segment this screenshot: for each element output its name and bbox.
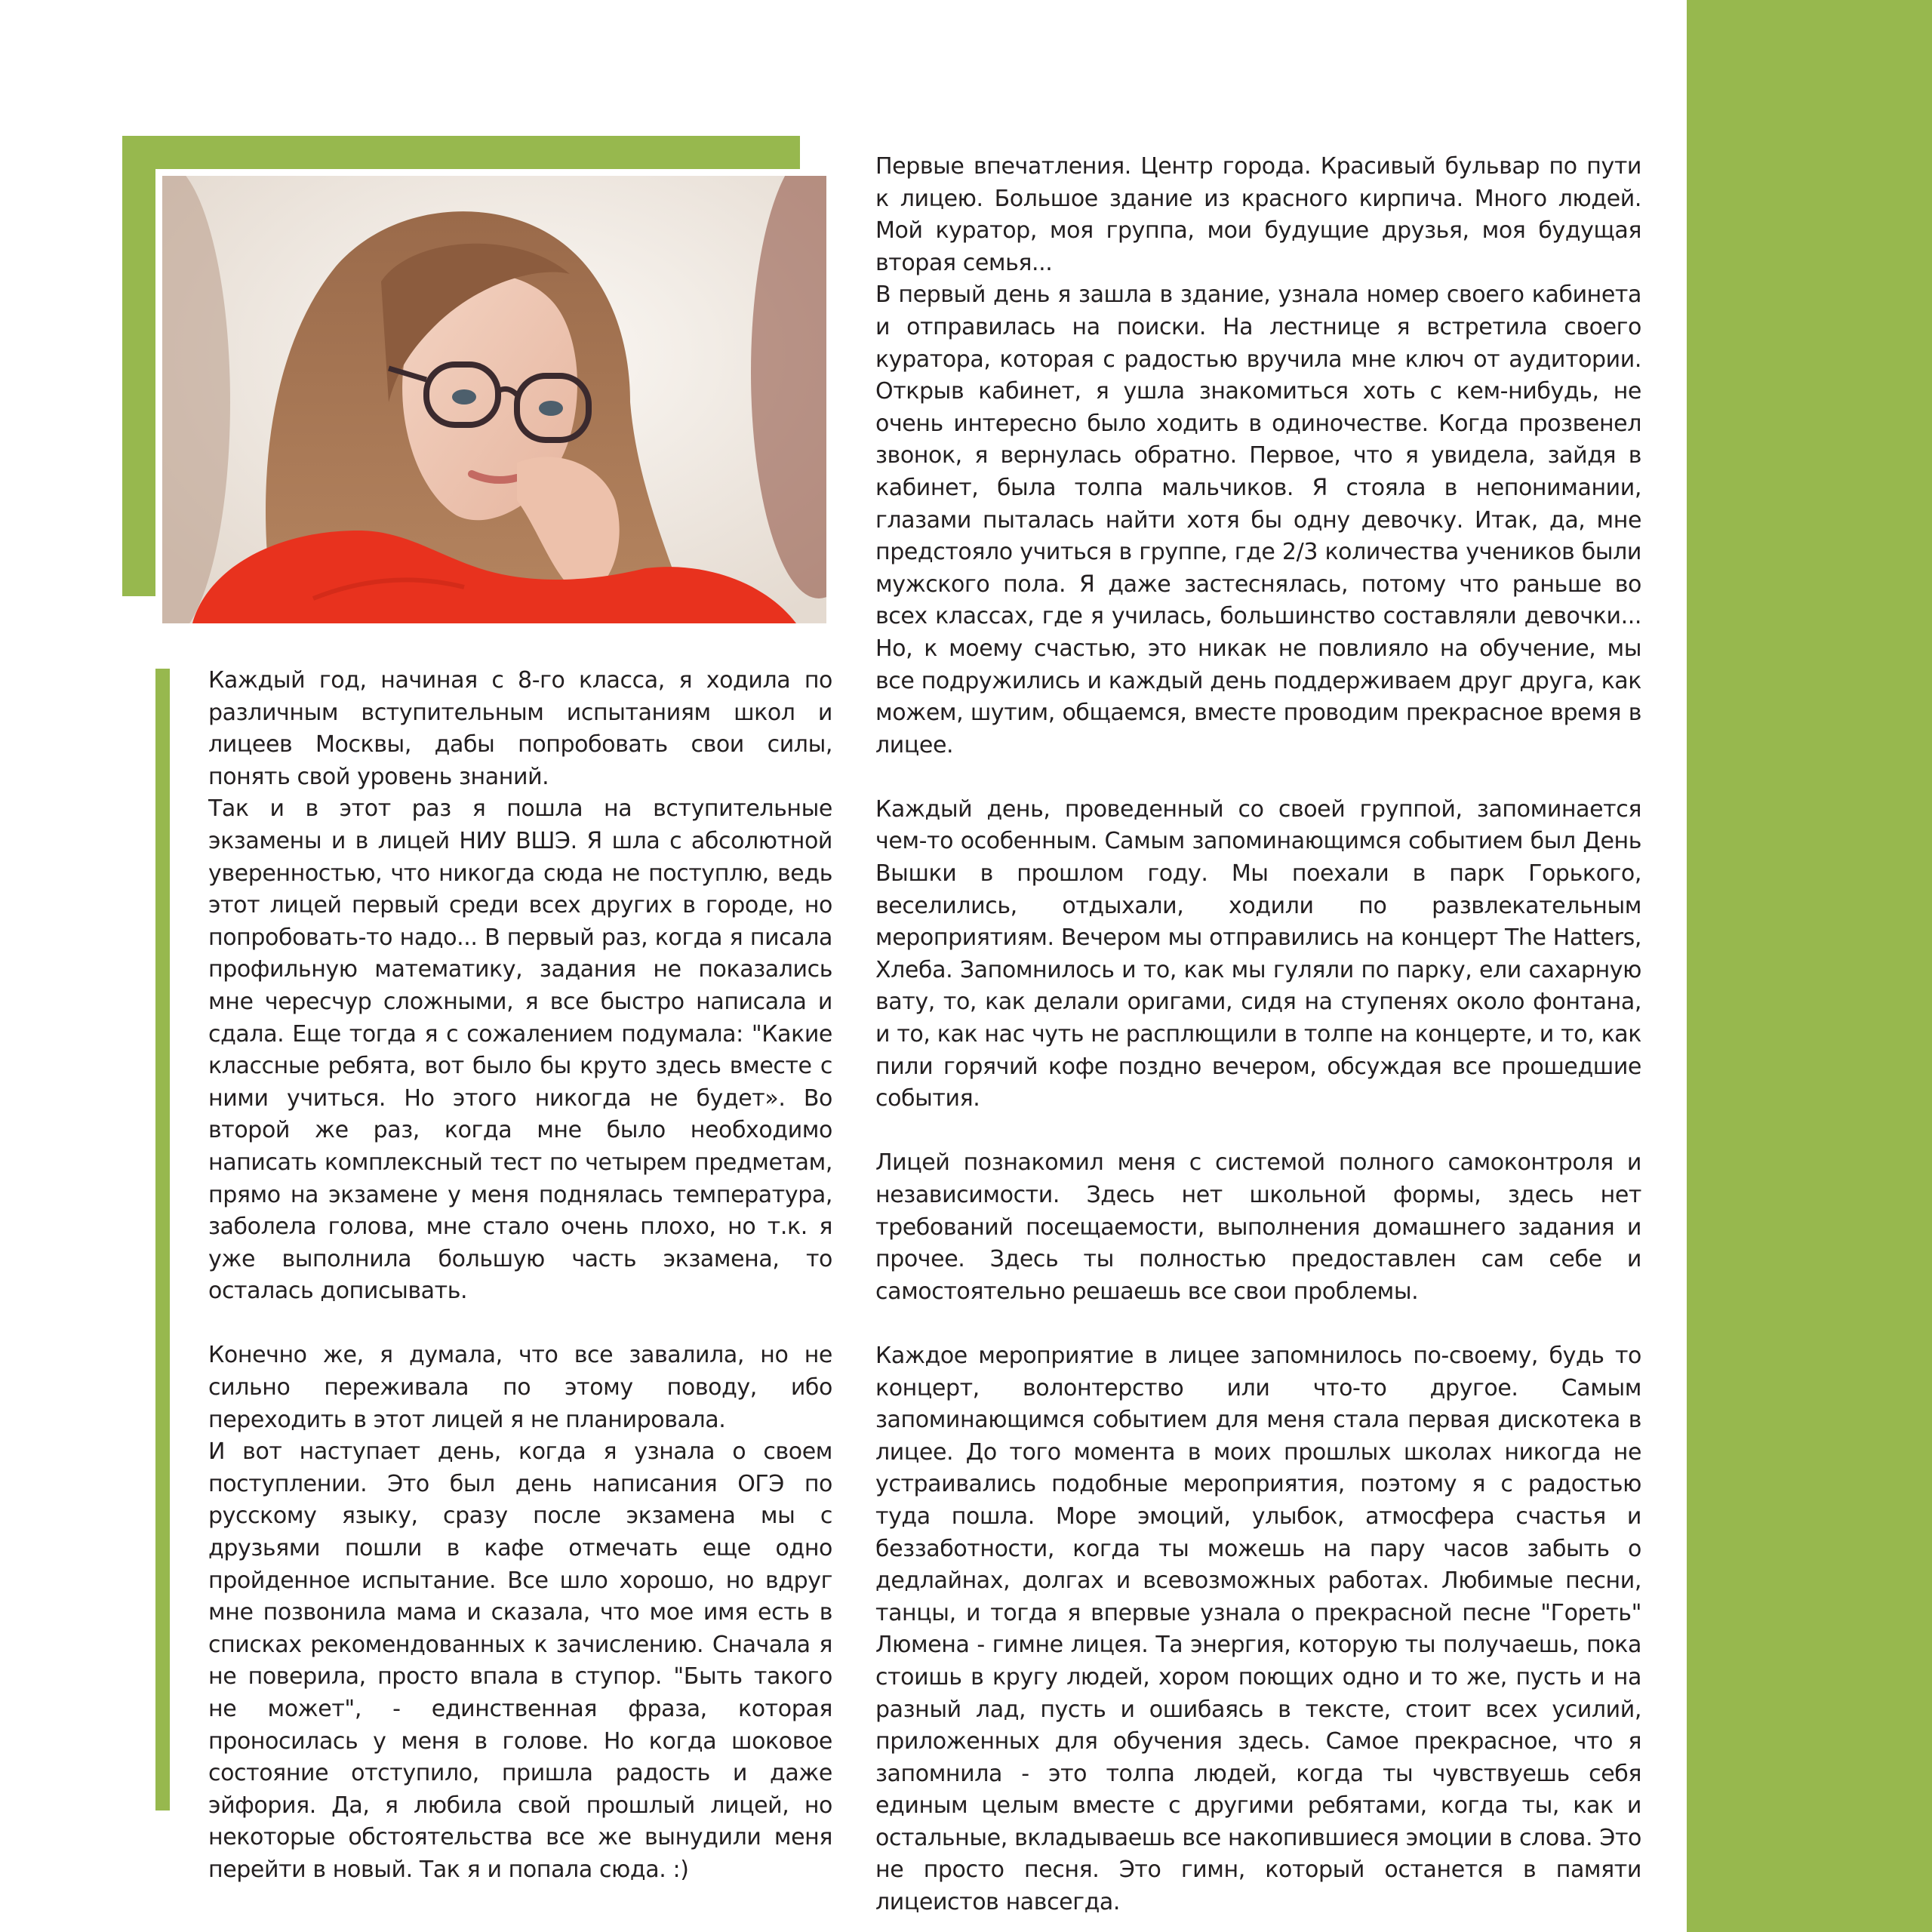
right-paragraph: Каждое мероприятие в лицее запомнилось по-своему, будь то концерт, волонтерство или что-то другое. Самым запоминающимся событием для меня стала первая дискотека в лицее. До того момента в моих прошлых школах никогда не устраивались подобные мероприятия, поэтому я с радостью туда пошла. Море эмоций, улыбок, атмосфера счастья и беззаботности, когда ты можешь на пару часов забыть о дедлайнах, долгах и всевозможных работах. Любимые песни, танцы, и тогда я впервые узнала о прекрасной песне "Гореть" Люмена - гимне лицея. Та энергия, которую ты получаешь, пока стоишь в кругу людей, хором поющих одно и то же, пусть и на разный лад, пусть и ошибаясь в тексте, стоит всех усилий, приложенных для обучения здесь. Самое прекрасное, что я запомнила - это толпа людей, когда ты чувствуешь себя единым целым вместе с другими ребятами, когда ты, как и остальные, вкладываешь все накопившиеся эмоции в слова. Это не просто песня. Это гимн, который останется в памяти лицеистов навсегда.	[875, 1342, 1641, 1916]
photo-frame-top-bar	[122, 136, 800, 169]
left-paragraph: Каждый год, начиная с 8-го класса, я ходила по различным вступительным испытаниям школ и лицеев Москвы, дабы попробовать свои силы, понять свой уровень знаний.	[208, 667, 832, 790]
left-paragraph: Так и в этот раз я пошла на вступительные экзамены и в лицей НИУ ВШЭ. Я шла с абсолютной уверенностью, что никогда сюда не поступлю, ведь этот лицей первый среди всех других в городе, но попробовать-то надо... В первый раз, когда я писала профильную математику, задания не показались мне чересчур сложными, я все быстро написала и сдала. Еще тогда я с сожалением подумала: "Какие классные ребята, вот было бы круто здесь вместе с ними учиться. Но этого никогда не будет». Во второй же раз, когда мне было необходимо написать комплексный тест по четырем предметам, прямо на экзамене у меня поднялась температура, заболела голова, мне стало очень плохо, но т.к. я уже выполнила большую часть экзамена, то осталась дописывать.	[208, 795, 832, 1305]
left-column-accent-bar	[155, 669, 170, 1810]
photo-frame-left-bar	[122, 136, 155, 596]
right-paragraph: В первый день я зашла в здание, узнала номер своего кабинета и отправилась на поиски. На лестнице я встретила своего куратора, которая с радостью вручила мне ключ от аудитории. Открыв кабинет, я ушла знакомиться хоть с кем-нибудь, не очень интересно было ходить в одиночестве. Когда прозвенел звонок, я вернулась обратно. Первое, что я увидела, зайдя в кабинет, была толпа мальчиков. Я стояла в непонимании, глазами пыталась найти хотя бы одну девочку. Итак, да, мне предстояло учиться в группе, где 2/3 количества учеников были мужского пола. Я даже застеснялась, потому что раньше во всех классах, где я училась, большинство составляли девочки... Но, к моему счастью, это никак не повлияло на обучение, мы все подружились и каждый день поддерживаем друг друга, как можем, шутим, общаемся, вместе проводим прекрасное время в лицее.	[875, 281, 1641, 758]
right-paragraph: Первые впечатления. Центр города. Красивый бульвар по пути к лицею. Большое здание из красного кирпича. Много людей. Мой куратор, моя группа, мои будущие друзья, моя будущая вторая семья...	[875, 153, 1641, 276]
right-text-column	[875, 151, 1641, 1919]
right-side-green-band	[1687, 0, 1932, 1932]
left-paragraph: И вот наступает день, когда я узнала о своем поступлении. Это был день написания ОГЭ по русскому языку, сразу после экзамена мы с друзьями пошли в кафе отмечать еще одно пройденное испытание. Все шло хорошо, но вдруг мне позвонила мама и сказала, что мое имя есть в списках рекомендованных к зачислению. Сначала я не поверила, просто впала в ступор. "Быть такого не может", - единственная фраза, которая проносилась у меня в голове. Но когда шоковое состояние отступило, пришла радость и даже эйфория. Да, я любила свой прошлый лицей, но некоторые обстоятельства все же вынудили меня перейти в новый. Так я и попала сюда. :)	[208, 1438, 832, 1883]
left-paragraph: Конечно же, я думала, что все завалила, но не сильно переживала по этому поводу, ибо переходить в этот лицей я не планировала.	[208, 1342, 832, 1433]
left-text-column	[208, 665, 832, 1887]
right-paragraph: Каждый день, проведенный со своей группой, запоминается чем-то особенным. Самым запоминающимся событием был День Вышки в прошлом году. Мы поехали в парк Горького, веселились, отдыхали, ходили по развлекательным мероприятиям. Вечером мы отправились на концерт The Hatters, Хлеба. Запомнилось и то, как мы гуляли по парку, ели сахарную вату, то, как делали оригами, сидя на ступенях около фонтана, и то, как нас чуть не расплющили в толпе на концерте, и то, как пили горячий кофе поздно вечером, обсуждая все прошедшие события.	[875, 795, 1641, 1112]
portrait-photo	[162, 176, 826, 623]
right-paragraph: Лицей познакомил меня с системой полного самоконтроля и независимости. Здесь нет школьной формы, здесь нет требований посещаемости, выполнения домашнего задания и прочее. Здесь ты полностью предоставлен сам себе и самостоятельно решаешь все свои проблемы.	[875, 1149, 1641, 1305]
